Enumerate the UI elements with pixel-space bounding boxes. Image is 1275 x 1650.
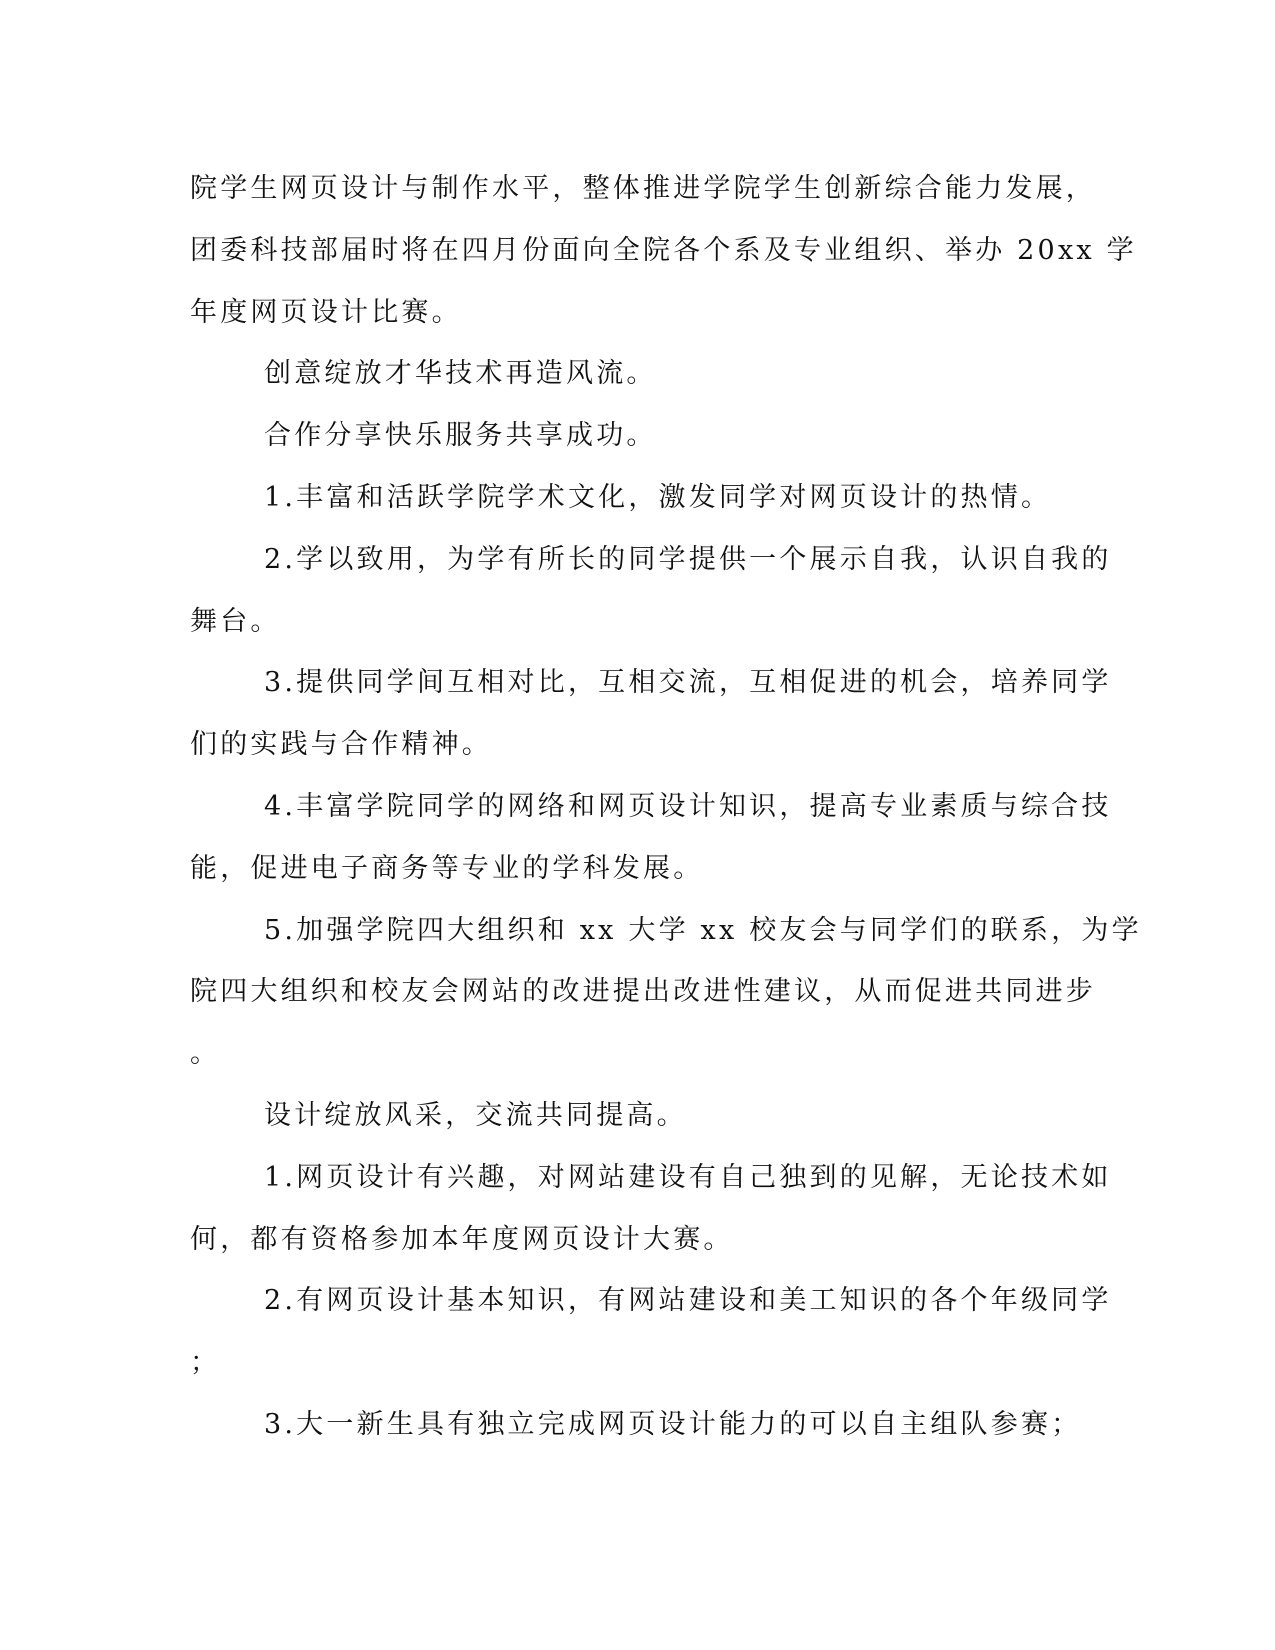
text-line: 团委科技部届时将在四月份面向全院各个系及专业组织、举办 20xx 学 — [190, 234, 1137, 266]
list-item-3: 3.提供同学间互相对比，互相交流，互相促进的机会，培养同学 — [264, 667, 1112, 699]
list-item-4: 4.丰富学院同学的网络和网页设计知识，提高专业素质与综合技 — [264, 790, 1112, 822]
criteria-item-2: 2.有网页设计基本知识，有网站建设和美工知识的各个年级同学 — [264, 1285, 1112, 1317]
list-item-5-end: 。 — [190, 1038, 221, 1070]
list-item-5-continued: 院四大组织和校友会网站的改进提出改进性建议，从而促进共同进步 — [190, 976, 1096, 1008]
list-item-2-continued: 舞台。 — [190, 605, 281, 637]
list-item-1: 1.丰富和活跃学院学术文化，激发同学对网页设计的热情。 — [264, 481, 1052, 513]
text-line: 院学生网页设计与制作水平，整体推进学院学生创新综合能力发展， — [190, 173, 1096, 204]
paragraph-line: 创意绽放才华技术再造风流。 — [264, 358, 657, 390]
criteria-item-1-continued: 何，都有资格参加本年度网页设计大赛。 — [190, 1223, 734, 1255]
text-line: 年度网页设计比赛。 — [190, 296, 462, 328]
list-item-3-continued: 们的实践与合作精神。 — [190, 729, 492, 761]
list-item-2: 2.学以致用，为学有所长的同学提供一个展示自我，认识自我的 — [264, 543, 1112, 575]
criteria-item-3: 3.大一新生具有独立完成网页设计能力的可以自主组队参赛； — [264, 1408, 1082, 1440]
list-item-5: 5.加强学院四大组织和 xx 大学 xx 校友会与同学们的联系，为学 — [264, 914, 1142, 946]
paragraph-line: 设计绽放风采，交流共同提高。 — [264, 1099, 687, 1131]
criteria-item-2-end: ； — [190, 1347, 221, 1379]
document-body — [190, 158, 1142, 1456]
paragraph-line: 合作分享快乐服务共享成功。 — [264, 420, 657, 452]
criteria-item-1: 1.网页设计有兴趣，对网站建设有自己独到的见解，无论技术如 — [264, 1161, 1112, 1193]
list-item-4-continued: 能，促进电子商务等专业的学科发展。 — [190, 852, 704, 884]
